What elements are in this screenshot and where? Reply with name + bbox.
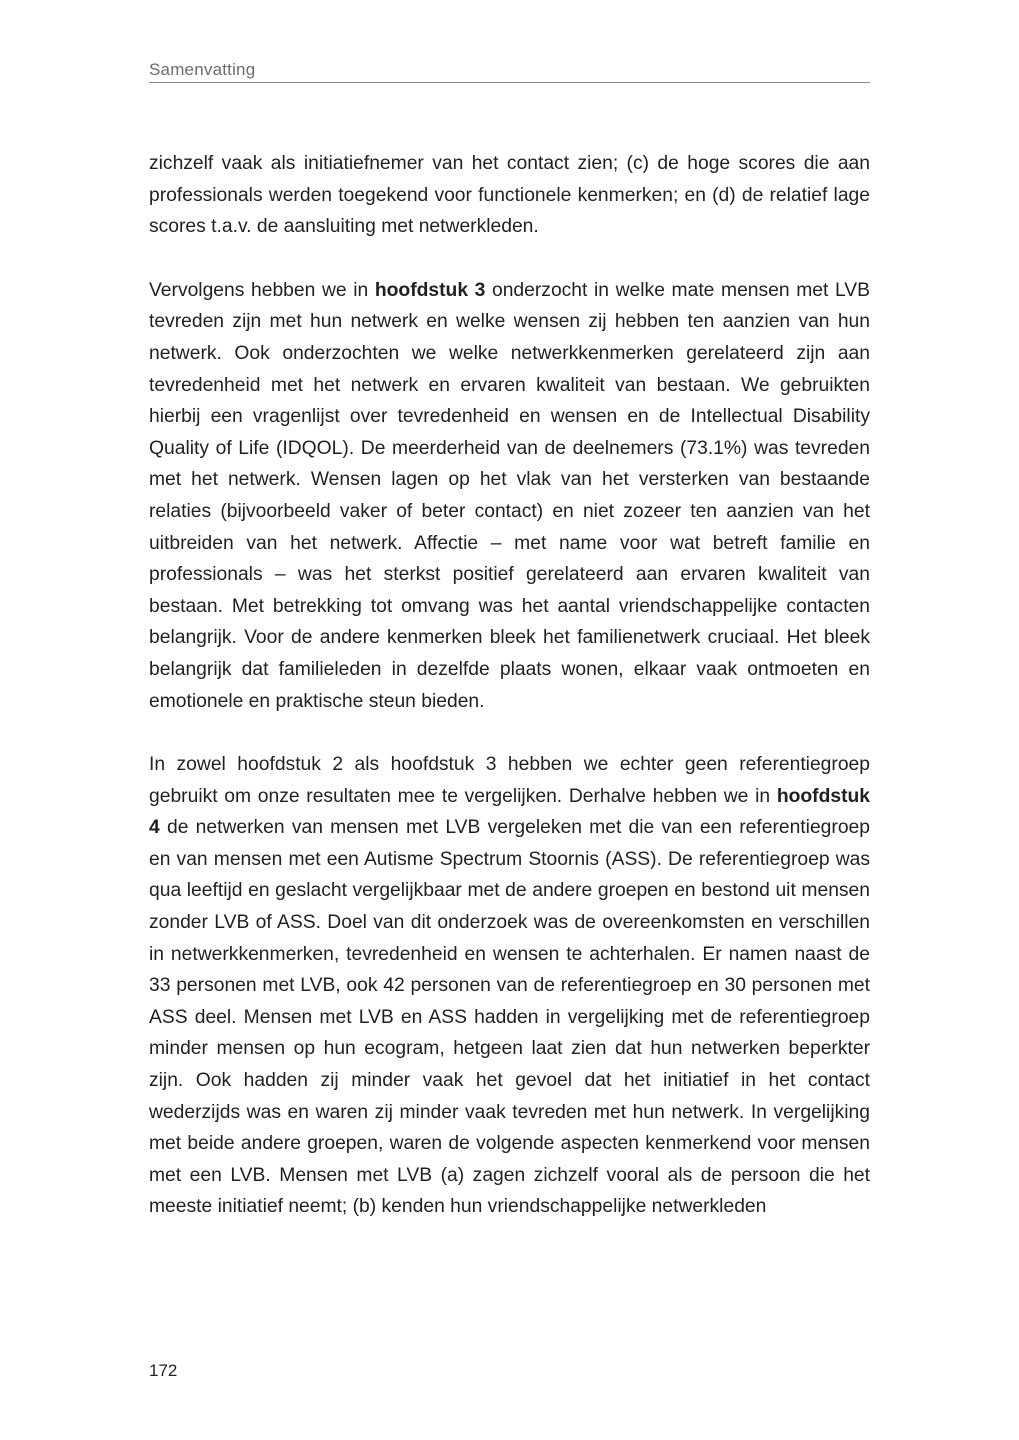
paragraph-3-text-start: In zowel hoofdstuk 2 als hoofdstuk 3 hebben we echter geen referentiegroep gebruikt om onze resultaten mee te vergelijken. Derhalve hebben we in [149,754,870,807]
chapter-reference-4: hoofdstuk 4 [149,785,870,839]
running-header [149,58,870,83]
body-text [149,148,870,1255]
paragraph-1 [149,148,870,243]
paragraph-1-text: zichzelf vaak als initiatiefnemer van het contact zien; (c) de hoge scores die aan professionals werden toegekend voor functionele kenmerken; en (d) de relatief lage scores t.a.v. de aansluiting met netwerkleden. [149,153,870,238]
paragraph-2 [149,275,870,717]
paragraph-3 [149,749,870,1223]
paragraph-2-text-start: Vervolgens hebben we in [149,279,375,301]
chapter-reference-3: hoofdstuk 3 [374,279,486,301]
page-number: 172 [149,1361,178,1380]
running-header-title: Samenvatting [149,60,256,79]
paragraph-2-text-rest: onderzocht in welke mate mensen met LVB tevreden zijn met hun netwerk en welke wensen zij hebben ten aanzien van hun netwerk. Ook onderzochten we welke netwerkkenmerken gerelateerd zijn aan tevredenheid met het netwerk en ervaren kwaliteit van bestaan. We gebruikten hierbij een vragenlijst over tevredenheid en wensen en de Intellectual Disability Quality of Life (IDQOL). De meerderheid van de deelnemers (73.1%) was tevreden met het netwerk. Wensen lagen op het vlak van het versterken van bestaande relaties (bijvoorbeeld vaker of beter contact) en niet zozeer ten aanzien van het uitbreiden van het netwerk. Affectie – met name voor wat betreft familie en professionals – was het sterkst positief gerelateerd aan ervaren kwaliteit van bestaan. Met betrekking tot omvang was het aantal vriendschappelijke contacten belangrijk. Voor de andere kenmerken bleek het familienetwerk cruciaal. Het bleek belangrijk dat familieleden in dezelfde plaats wonen, elkaar vaak ontmoeten en emotionele en praktische steun bieden. [149,279,870,712]
paragraph-3-text-rest: de netwerken van mensen met LVB vergeleken met die van een referentiegroep en van mensen met een Autisme Spectrum Stoornis (ASS). De referentiegroep was qua leeftijd en geslacht vergelijkbaar met de andere groepen en bestond uit mensen zonder LVB of ASS. Doel van dit onderzoek was de overeenkomsten en verschillen in netwerkkenmerken, tevredenheid en wensen te achterhalen. Er namen naast de 33 personen met LVB, ook 42 personen van de referentiegroep en 30 personen met ASS deel. Mensen met LVB en ASS hadden in vergelijking met de referentiegroep minder mensen op hun ecogram, hetgeen laat zien dat hun netwerken beperkter zijn. Ook hadden zij minder vaak het gevoel dat het initiatief in het contact wederzijds was en waren zij minder vaak tevreden met hun netwerk. In vergelijking met beide andere groepen, waren de volgende aspecten kenmerkend voor mensen met een LVB. Mensen met LVB (a) zagen zichzelf vooral als de persoon die het meeste initiatief neemt; (b) kenden hun vriendschappelijke netwerkleden [149,817,870,1218]
